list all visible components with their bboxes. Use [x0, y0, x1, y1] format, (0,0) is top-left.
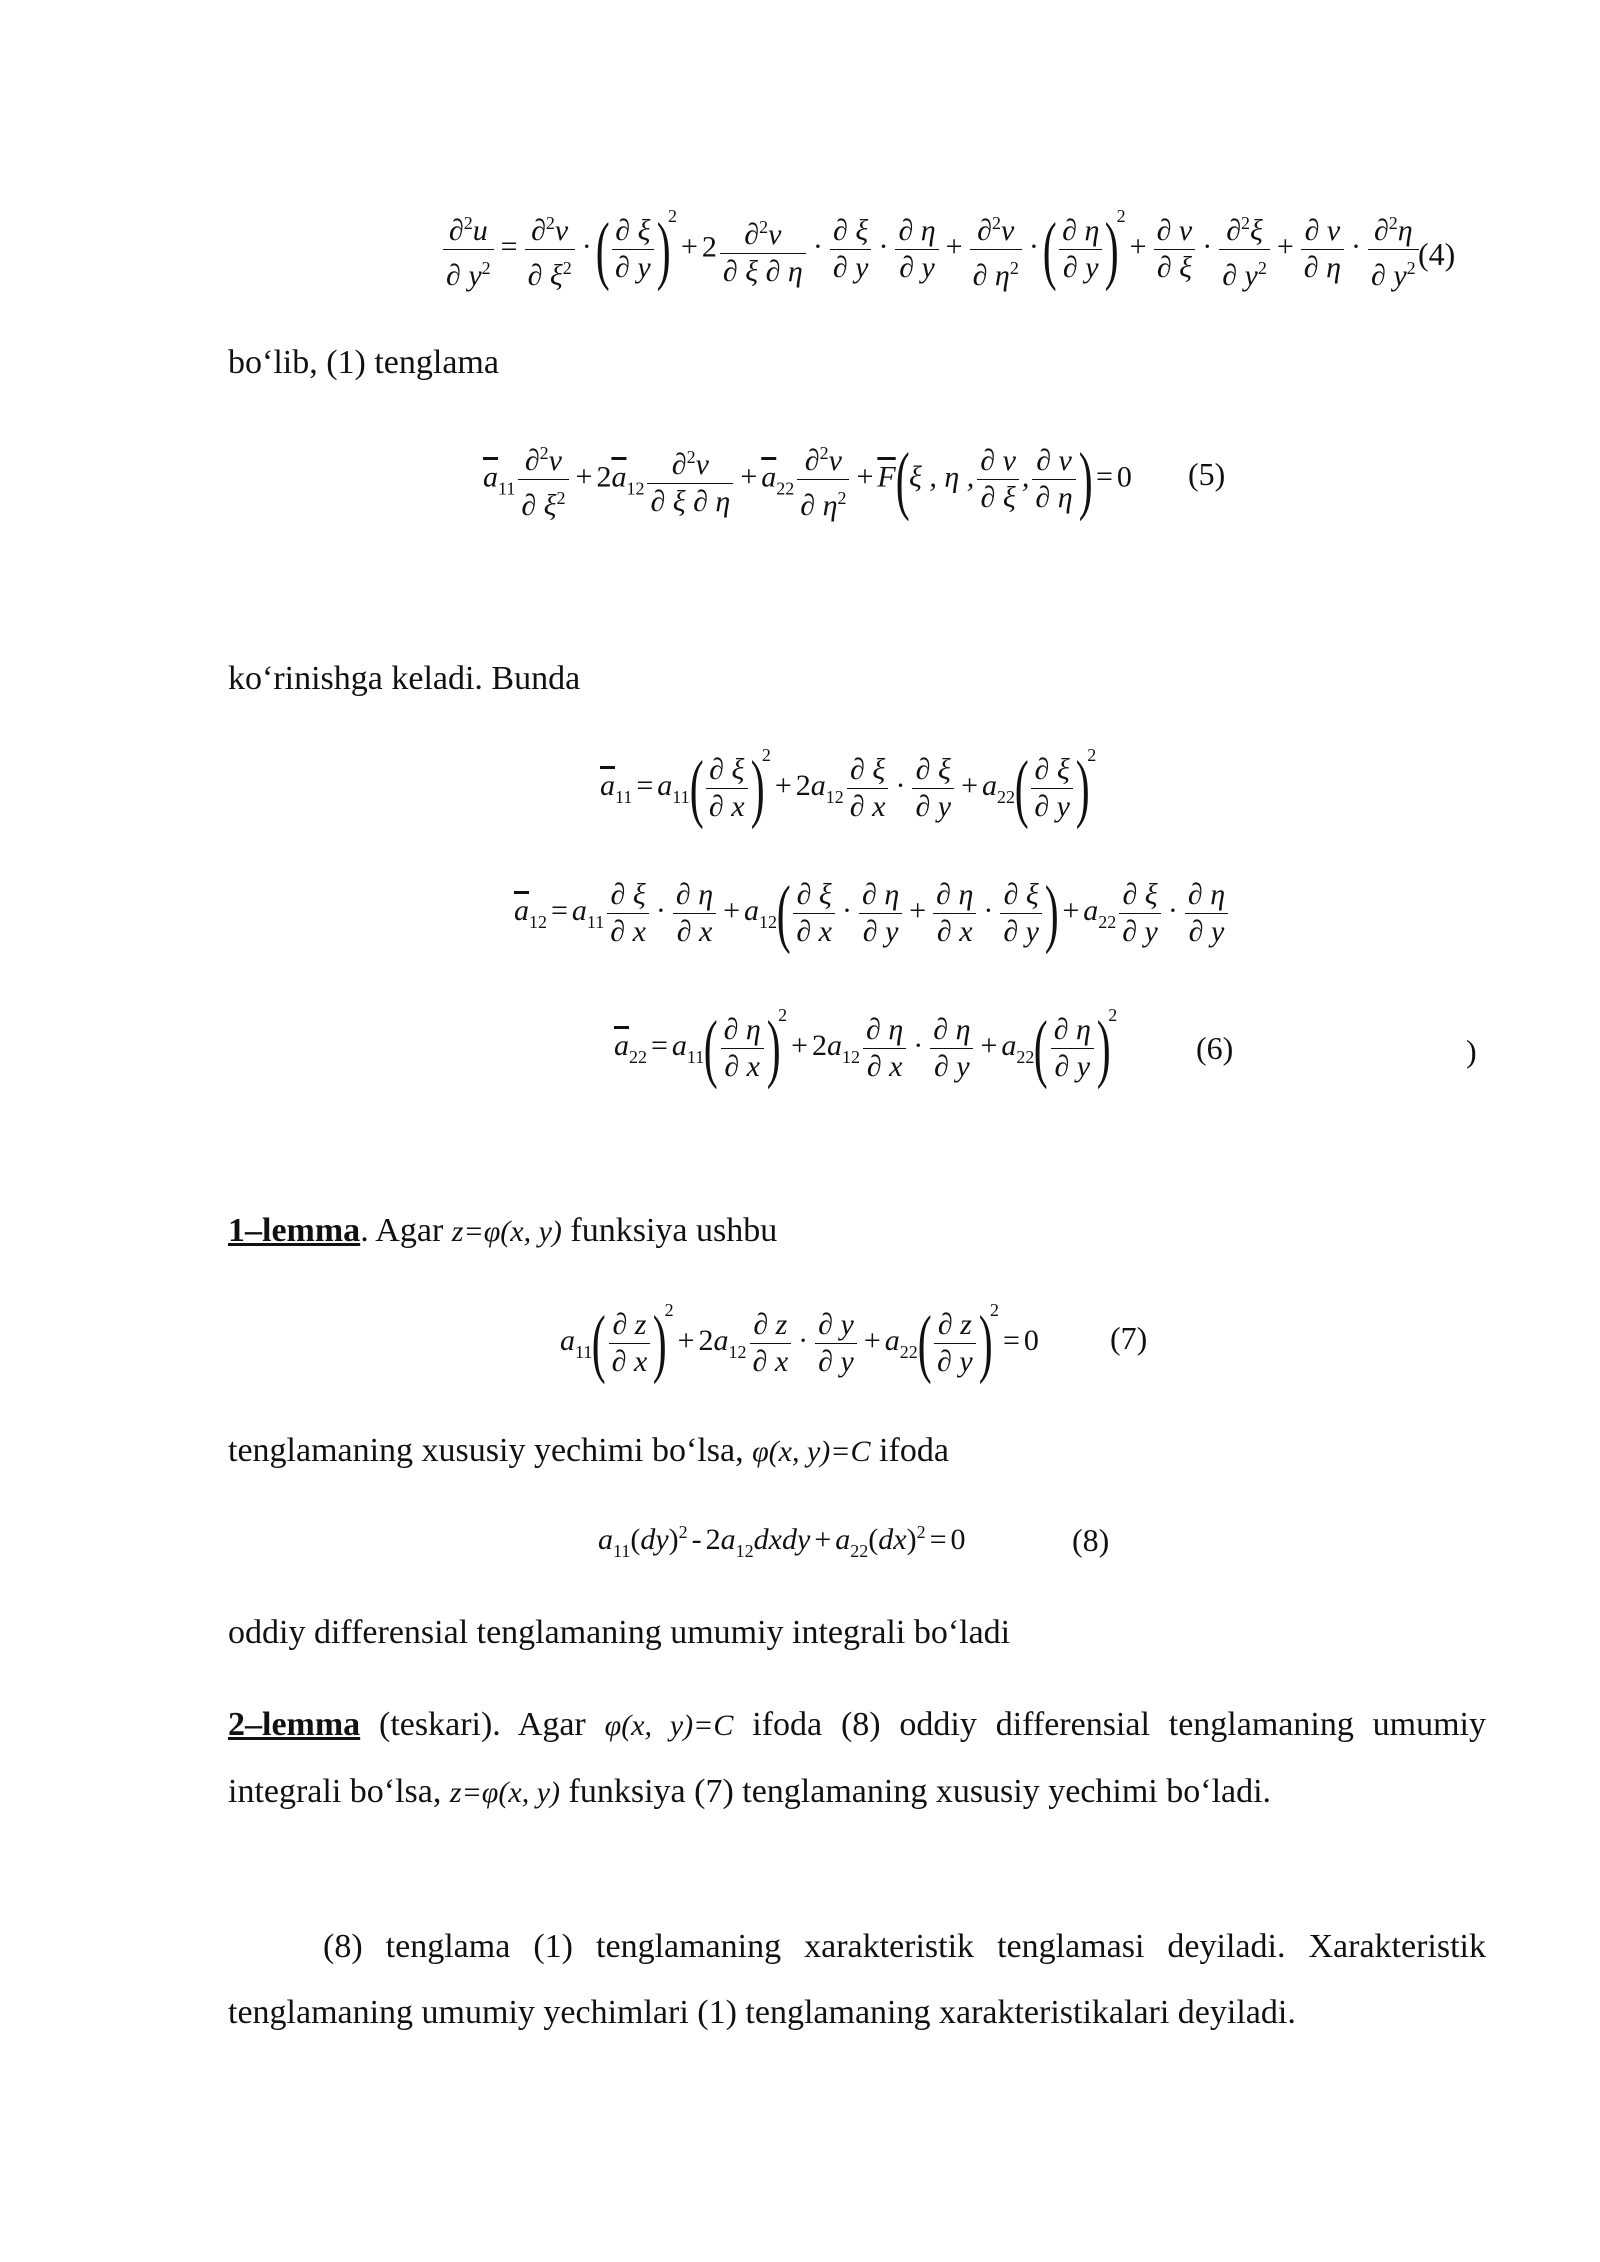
equation-4: $\frac{\partial^2u}{\partial y^2}$ = $\frac{\partial^2v}{\partial \xi^2}$ ·( $\frac{\partial \xi}{\partial y}$ )$^2$+ 2 $\frac{\partial^2v}{\partial \xi \partial \eta}$ · $\frac{\partial \xi}{\partial y}$ · $\frac{\partial \eta}{\partial y}$ + $\frac{\partial^2v}{\partial \eta^2}$ ·( $\frac{\partial \eta}{\partial y}$ )$^2$+ $\frac{\partial v}{\partial \xi}$ · $\frac{\partial^2\xi}{\partial y^2}$ + $\frac{\partial v}{\partial \eta}$ · $\frac{\partial^2\eta}{\partial y^2}$	[440, 205, 1422, 294]
equation-tag-8: (8)	[1072, 1522, 1110, 1558]
paragraph-oddiy: oddiy differensial tenglamaning umumiy integrali bo‘ladi	[228, 1614, 1011, 1651]
equation-tag-5: (5)	[1188, 456, 1226, 492]
inline-phi-c-1: φ(x, y)=C	[752, 1435, 871, 1468]
equation-5: $\overline{a}_{11}$ $\frac{\partial^2v}{\partial \xi^2}$ + $2\overline{a}_{12}$ $\frac{\partial^2v}{\partial \xi \partial \eta}$ + $\overline{a}_{22}$ $\frac{\partial^2v}{\partial \eta^2}$ + $\overline{F}(\xi$ , η , $\frac{\partial v}{\partial \xi}$ , $\frac{\partial v}{\partial \eta}$ ) = 0	[483, 435, 1132, 524]
equation-6-a22: $\overline{a}_{22} = a_{11}$( $\frac{\partial \eta}{\partial x}$ )$^2+ 2a_{12}$ $\frac{\partial \eta}{\partial x}$ · $\frac{\partial \eta}{\partial y}$ + $a_{22}$( $\frac{\partial \eta}{\partial y}$ )$^2$	[614, 1005, 1118, 1091]
lemma-2-text-3: funksiya (7) tenglamaning xususiy yechimi bo‘ladi.	[560, 1773, 1272, 1810]
lemma-2-text-2: ifoda (8) oddiy differensial tenglamaning umumiy integrali bo‘lsa,	[228, 1706, 1487, 1810]
lemma-1-intro	[228, 1198, 1486, 1265]
equation-6-a11: $\overline{a}_{11} = a_{11}$( $\frac{\partial \xi}{\partial x}$ )$^2+ 2a_{12}$ $\frac{\partial \xi}{\partial x}$ · $\frac{\partial \xi}{\partial y}$ + $a_{22}$( $\frac{\partial \xi}{\partial y}$ )$^2$	[600, 745, 1097, 831]
paragraph-xususiy	[228, 1418, 1486, 1485]
xususiy-pre: tenglamaning xususiy yechimi bo‘lsa,	[228, 1432, 744, 1469]
paragraph-final: (8) tenglama (1) tenglamaning xarakteristik tenglamasi deyiladi. Xarakteristik tenglamaning umumiy yechimlari (1) tenglamaning xarakteristikalari deyiladi.	[228, 1928, 1486, 2031]
inline-z-phi-2: z=φ(x, y)	[449, 1776, 561, 1809]
equation-tag-4: (4)	[1418, 236, 1456, 272]
equation-8: $a_{11}(dy)^2$ - $2a_{12}dxdy + a_{22}(dx)^2 = 0$	[598, 1522, 966, 1561]
lemma-2-paragraph	[228, 1692, 1486, 1826]
equation-tag-6: (6)	[1196, 1030, 1234, 1066]
inline-z-phi: z=φ(x, y)	[451, 1215, 562, 1248]
lemma-2-label: 2–lemma	[228, 1706, 361, 1743]
equation-tag-7: (7)	[1110, 1320, 1148, 1356]
lemma-1-post: funksiya ushbu	[561, 1212, 778, 1249]
paragraph-bolib: bo‘lib, (1) tenglama	[228, 344, 499, 381]
xususiy-post: ifoda	[879, 1432, 949, 1469]
equation-6-a12: $\overline{a}_{12} = a_{11}$ $\frac{\partial \xi}{\partial x}$ · $\frac{\partial \eta}{\partial x}$ + $a_{12}$( $\frac{\partial \xi}{\partial x}$ · $\frac{\partial \eta}{\partial y}$ + $\frac{\partial \eta}{\partial x}$ · $\frac{\partial \xi}{\partial y}$ ) + $a_{22}$ $\frac{\partial \xi}{\partial y}$ · $\frac{\partial \eta}{\partial y}$	[514, 875, 1231, 951]
paragraph-korinishga: ko‘rinishga keladi. Bunda	[228, 660, 581, 697]
inline-phi-c-2: φ(x, y)=C	[604, 1709, 734, 1742]
stray-paren: )	[1466, 1033, 1477, 1069]
equation-7: $a_{11}$( $\frac{\partial z}{\partial x}$ )$^2+ 2a_{12}$ $\frac{\partial z}{\partial x}$ · $\frac{\partial y}{\partial y}$ + $a_{22}$( $\frac{\partial z}{\partial y}$ )$^2$= 0	[560, 1300, 1039, 1386]
lemma-2-text-1: (teskari). Agar	[360, 1706, 586, 1743]
lemma-1-label: 1–lemma	[228, 1212, 361, 1249]
lemma-1-pre: . Agar	[360, 1212, 444, 1249]
